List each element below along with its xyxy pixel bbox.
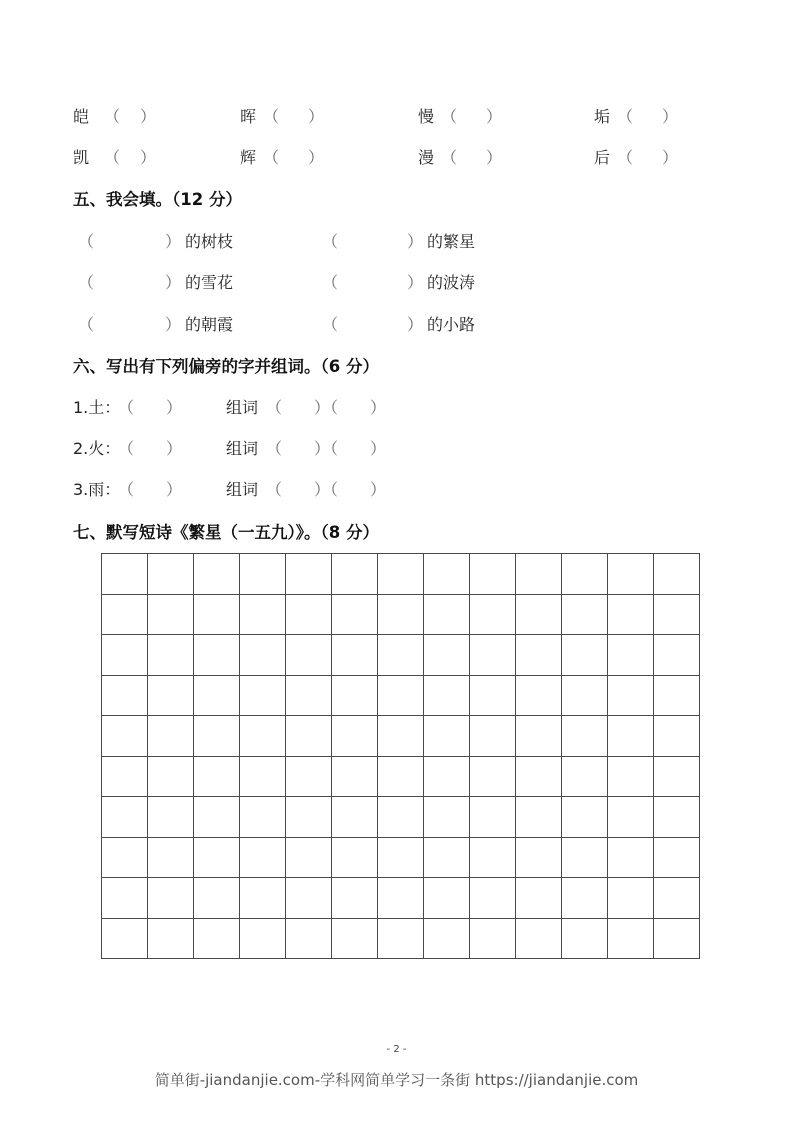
grid-cell[interactable] (470, 837, 516, 878)
grid-cell[interactable] (148, 878, 194, 919)
grid-cell[interactable] (516, 716, 562, 757)
char-label: 皑 (73, 107, 90, 126)
section-6-heading: 六、写出有下列偏旁的字并组词。（6 分） (73, 357, 379, 376)
grid-cell[interactable] (654, 797, 700, 838)
grid-cell[interactable] (378, 635, 424, 676)
grid-cell[interactable] (562, 797, 608, 838)
char-label: 垢 (594, 107, 611, 126)
grid-cell[interactable] (102, 554, 148, 595)
grid-cell[interactable] (562, 918, 608, 959)
grid-cell[interactable] (332, 635, 378, 676)
blank-close: ） (486, 148, 503, 167)
grid-cell[interactable] (240, 756, 286, 797)
grid-cell[interactable] (608, 635, 654, 676)
phrase-text: 的繁星 (427, 232, 476, 251)
grid-cell[interactable] (378, 878, 424, 919)
section-5-heading: 五、我会填。（12 分） (73, 190, 242, 209)
grid-cell[interactable] (148, 797, 194, 838)
grid-cell[interactable] (194, 594, 240, 635)
grid-cell[interactable] (240, 675, 286, 716)
section-7-heading: 七、默写短诗《繁星（一五九）》。（8 分） (73, 523, 379, 542)
grid-cell[interactable] (562, 635, 608, 676)
grid-cell[interactable] (654, 716, 700, 757)
grid-cell[interactable] (286, 675, 332, 716)
grid-cell[interactable] (470, 675, 516, 716)
grid-cell[interactable] (286, 797, 332, 838)
word-blanks: （ ）（ ） (266, 439, 387, 458)
grid-cell[interactable] (194, 716, 240, 757)
grid-cell[interactable] (562, 554, 608, 595)
grid-cell[interactable] (424, 716, 470, 757)
grid-cell[interactable] (194, 554, 240, 595)
blank-close: ） (308, 107, 325, 126)
char-label: 慢 (418, 107, 435, 126)
grid-row (102, 675, 700, 716)
blank-open: （ (78, 315, 95, 334)
grid-cell[interactable] (562, 716, 608, 757)
grid-row (102, 797, 700, 838)
grid-cell[interactable] (102, 837, 148, 878)
grid-cell[interactable] (608, 675, 654, 716)
blank-open: （ (78, 232, 95, 251)
grid-cell[interactable] (102, 878, 148, 919)
grid-cell[interactable] (654, 635, 700, 676)
blank-open: （ (78, 273, 95, 292)
grid-cell[interactable] (240, 918, 286, 959)
char-label: 晖 (240, 107, 257, 126)
grid-cell[interactable] (332, 594, 378, 635)
grid-cell[interactable] (286, 756, 332, 797)
grid-cell[interactable] (470, 878, 516, 919)
grid-cell[interactable] (148, 716, 194, 757)
grid-cell[interactable] (102, 918, 148, 959)
radical-label: 1.土： (73, 398, 121, 417)
writing-grid[interactable] (101, 553, 700, 959)
grid-cell[interactable] (470, 797, 516, 838)
radical-label: 2.火： (73, 439, 121, 458)
grid-cell[interactable] (470, 918, 516, 959)
radical-label: 3.雨： (73, 480, 121, 499)
word-blanks: （ ）（ ） (266, 398, 387, 417)
grid-cell[interactable] (424, 554, 470, 595)
char-blank: （ ） (118, 480, 183, 499)
blank-open: （ (441, 148, 458, 167)
grid-cell[interactable] (286, 594, 332, 635)
grid-cell[interactable] (516, 594, 562, 635)
grid-cell[interactable] (148, 635, 194, 676)
grid-cell[interactable] (148, 675, 194, 716)
grid-cell[interactable] (148, 756, 194, 797)
blank-open: （ (263, 148, 280, 167)
blank-close: ） (140, 148, 157, 167)
blank-close: ） (407, 273, 424, 292)
grid-cell[interactable] (378, 837, 424, 878)
blank-close: ） (165, 273, 182, 292)
grid-cell[interactable] (654, 554, 700, 595)
grid-row (102, 756, 700, 797)
footer-watermark: 简单街-jiandanjie.com-学科网简单学习一条街 https://jiandanjie.com (154, 1071, 639, 1089)
grid-cell[interactable] (378, 797, 424, 838)
grid-cell[interactable] (470, 756, 516, 797)
grid-cell[interactable] (194, 837, 240, 878)
grid-cell[interactable] (240, 716, 286, 757)
char-blank: （ ） (118, 398, 183, 417)
blank-close: ） (140, 107, 157, 126)
grid-cell[interactable] (562, 594, 608, 635)
grid-cell[interactable] (562, 878, 608, 919)
grid-cell[interactable] (286, 635, 332, 676)
grid-cell[interactable] (194, 918, 240, 959)
grid-cell[interactable] (562, 837, 608, 878)
grid-cell[interactable] (608, 554, 654, 595)
grid-cell[interactable] (516, 554, 562, 595)
blank-open: （ (104, 107, 121, 126)
grid-cell[interactable] (424, 797, 470, 838)
grid-cell[interactable] (424, 878, 470, 919)
blank-close: ） (165, 315, 182, 334)
word-label: 组词 (226, 480, 259, 499)
blank-close: ） (662, 148, 679, 167)
grid-cell[interactable] (516, 756, 562, 797)
grid-cell[interactable] (148, 918, 194, 959)
char-label: 凯 (73, 148, 90, 167)
grid-cell[interactable] (194, 635, 240, 676)
grid-cell[interactable] (424, 594, 470, 635)
grid-cell[interactable] (332, 756, 378, 797)
char-label: 漫 (418, 148, 435, 167)
grid-cell[interactable] (148, 594, 194, 635)
grid-cell[interactable] (286, 716, 332, 757)
grid-cell[interactable] (194, 756, 240, 797)
grid-cell[interactable] (562, 675, 608, 716)
grid-row (102, 635, 700, 676)
grid-row (102, 594, 700, 635)
blank-open: （ (322, 273, 339, 292)
blank-close: ） (308, 148, 325, 167)
grid-cell[interactable] (378, 675, 424, 716)
grid-cell[interactable] (240, 594, 286, 635)
grid-cell[interactable] (148, 837, 194, 878)
grid-cell[interactable] (424, 635, 470, 676)
grid-row (102, 716, 700, 757)
blank-close: ） (662, 107, 679, 126)
grid-cell[interactable] (470, 594, 516, 635)
page-number: - 2 - (386, 1044, 407, 1055)
phrase-text: 的波涛 (427, 273, 476, 292)
grid-cell[interactable] (332, 554, 378, 595)
grid-cell[interactable] (470, 635, 516, 676)
grid-cell[interactable] (516, 837, 562, 878)
phrase-text: 的朝霞 (185, 315, 234, 334)
grid-cell[interactable] (470, 554, 516, 595)
blank-open: （ (322, 232, 339, 251)
grid-cell[interactable] (194, 675, 240, 716)
word-blanks: （ ）（ ） (266, 480, 387, 499)
word-label: 组词 (226, 439, 259, 458)
grid-cell[interactable] (424, 756, 470, 797)
blank-close: ） (407, 315, 424, 334)
grid-row (102, 554, 700, 595)
grid-cell[interactable] (516, 878, 562, 919)
grid-cell[interactable] (332, 918, 378, 959)
grid-cell[interactable] (654, 837, 700, 878)
grid-cell[interactable] (332, 716, 378, 757)
grid-cell[interactable] (654, 756, 700, 797)
blank-open: （ (617, 107, 634, 126)
grid-cell[interactable] (240, 878, 286, 919)
char-blank: （ ） (118, 439, 183, 458)
grid-cell[interactable] (240, 635, 286, 676)
grid-row (102, 878, 700, 919)
grid-cell[interactable] (424, 837, 470, 878)
grid-cell[interactable] (240, 554, 286, 595)
grid-cell[interactable] (516, 635, 562, 676)
blank-close: ） (165, 232, 182, 251)
grid-cell[interactable] (332, 837, 378, 878)
grid-cell[interactable] (608, 716, 654, 757)
grid-cell[interactable] (424, 918, 470, 959)
grid-cell[interactable] (608, 594, 654, 635)
grid-cell[interactable] (654, 878, 700, 919)
grid-cell[interactable] (102, 594, 148, 635)
grid-cell[interactable] (608, 837, 654, 878)
grid-cell[interactable] (378, 918, 424, 959)
grid-cell[interactable] (424, 675, 470, 716)
grid-cell[interactable] (562, 756, 608, 797)
grid-cell[interactable] (240, 837, 286, 878)
grid-cell[interactable] (102, 716, 148, 757)
grid-cell[interactable] (102, 797, 148, 838)
grid-cell[interactable] (516, 918, 562, 959)
grid-cell[interactable] (194, 797, 240, 838)
grid-cell[interactable] (378, 716, 424, 757)
char-label: 后 (594, 148, 611, 167)
char-label: 辉 (240, 148, 257, 167)
phrase-text: 的树枝 (185, 232, 234, 251)
blank-open: （ (322, 315, 339, 334)
grid-cell[interactable] (332, 675, 378, 716)
grid-cell[interactable] (102, 756, 148, 797)
grid-cell[interactable] (102, 675, 148, 716)
grid-cell[interactable] (654, 675, 700, 716)
grid-cell[interactable] (608, 878, 654, 919)
grid-cell[interactable] (654, 918, 700, 959)
grid-cell[interactable] (286, 918, 332, 959)
blank-open: （ (617, 148, 634, 167)
grid-cell[interactable] (240, 797, 286, 838)
phrase-text: 的小路 (427, 315, 476, 334)
blank-close: ） (486, 107, 503, 126)
grid-cell[interactable] (378, 594, 424, 635)
grid-cell[interactable] (286, 554, 332, 595)
grid-cell[interactable] (608, 756, 654, 797)
grid-cell[interactable] (332, 878, 378, 919)
grid-row (102, 837, 700, 878)
blank-open: （ (263, 107, 280, 126)
blank-open: （ (104, 148, 121, 167)
grid-row (102, 918, 700, 959)
grid-cell[interactable] (378, 756, 424, 797)
blank-close: ） (407, 232, 424, 251)
grid-cell[interactable] (516, 675, 562, 716)
grid-cell[interactable] (470, 716, 516, 757)
grid-cell[interactable] (102, 635, 148, 676)
grid-cell[interactable] (608, 918, 654, 959)
phrase-text: 的雪花 (185, 273, 234, 292)
grid-cell[interactable] (148, 554, 194, 595)
grid-cell[interactable] (332, 797, 378, 838)
word-label: 组词 (226, 398, 259, 417)
grid-cell[interactable] (654, 594, 700, 635)
grid-cell[interactable] (286, 878, 332, 919)
grid-cell[interactable] (608, 797, 654, 838)
grid-cell[interactable] (378, 554, 424, 595)
grid-cell[interactable] (194, 878, 240, 919)
grid-cell[interactable] (286, 837, 332, 878)
grid-cell[interactable] (516, 797, 562, 838)
blank-open: （ (441, 107, 458, 126)
